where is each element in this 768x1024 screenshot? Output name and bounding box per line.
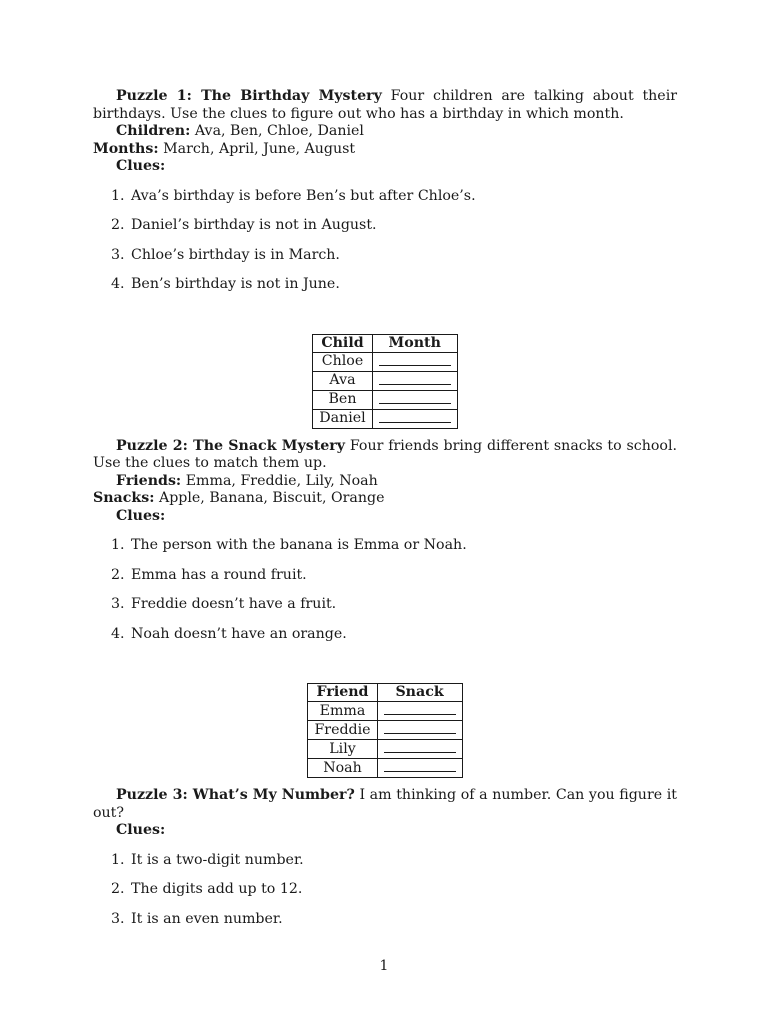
puzzle-3-clues-heading: Clues: bbox=[116, 822, 166, 838]
list-item: 2. The digits add up to 12. bbox=[111, 881, 303, 897]
list-item: 1. Ava’s birthday is before Ben’s but after Chloe’s. bbox=[111, 187, 476, 204]
puzzle-2 bbox=[93, 438, 677, 779]
friends-value: Emma, Freddie, Lily, Noah bbox=[185, 472, 378, 489]
puzzle-1-children-line bbox=[93, 123, 677, 141]
table-row: Lily bbox=[308, 740, 462, 759]
puzzle-1-title: Puzzle 1: The Birthday Mystery bbox=[116, 88, 382, 104]
list-item: 2. Emma has a round fruit. bbox=[111, 566, 307, 583]
document-page bbox=[93, 88, 677, 940]
header-friend: Friend bbox=[308, 684, 377, 702]
answer-blank[interactable] bbox=[377, 702, 462, 721]
puzzle-1-table-wrap bbox=[93, 334, 677, 429]
children-value: Ava, Ben, Chloe, Daniel bbox=[194, 123, 364, 139]
puzzle-1-clue-list bbox=[93, 188, 677, 294]
puzzle-2-description: Four friends bring different snacks to school. Use the clues to match them up. bbox=[93, 437, 678, 471]
snacks-label: Snacks: bbox=[93, 490, 155, 506]
puzzle-2-clue-list bbox=[93, 537, 677, 643]
children-label: Children: bbox=[116, 123, 191, 139]
header-month: Month bbox=[372, 334, 457, 352]
puzzle-3-intro bbox=[93, 787, 677, 822]
puzzle-3-description: I am thinking of a number. Can you figure it out? bbox=[93, 787, 677, 821]
puzzle-2-answer-table bbox=[307, 683, 462, 778]
list-item: 3. It is an even number. bbox=[111, 910, 283, 927]
table-row: Noah bbox=[308, 759, 462, 778]
snacks-value: Apple, Banana, Biscuit, Orange bbox=[158, 490, 385, 506]
puzzle-2-title: Puzzle 2: The Snack Mystery bbox=[116, 437, 346, 454]
answer-blank[interactable] bbox=[377, 721, 462, 740]
friends-label: Friends: bbox=[116, 472, 182, 489]
months-value: March, April, June, August bbox=[163, 140, 356, 157]
puzzle-3-clue-list bbox=[93, 852, 677, 929]
answer-blank[interactable] bbox=[377, 740, 462, 759]
table-row: Emma bbox=[308, 702, 462, 721]
puzzle-2-clues-heading: Clues: bbox=[116, 507, 166, 524]
puzzle-1-answer-table bbox=[312, 334, 457, 429]
puzzle-2-friends-line bbox=[93, 473, 677, 491]
answer-blank[interactable] bbox=[372, 390, 457, 409]
puzzle-1-clues-heading: Clues: bbox=[116, 158, 166, 174]
puzzle-1-description: Four children are talking about their birthdays. Use the clues to figure out who has a birthday in which month. bbox=[93, 88, 678, 122]
puzzle-1 bbox=[93, 88, 677, 429]
table-row: Freddie bbox=[308, 721, 462, 740]
answer-blank[interactable] bbox=[372, 409, 457, 428]
puzzle-1-months-line bbox=[93, 141, 677, 159]
list-item: 2. Daniel’s birthday is not in August. bbox=[111, 217, 377, 233]
puzzle-1-intro bbox=[93, 88, 677, 123]
list-item: 1. The person with the banana is Emma or Noah. bbox=[111, 537, 467, 553]
table-row: Ava bbox=[313, 371, 457, 390]
months-label: Months: bbox=[93, 140, 159, 157]
list-item: 3. Chloe’s birthday is in March. bbox=[111, 246, 340, 263]
list-item: 3. Freddie doesn’t have a fruit. bbox=[111, 596, 337, 612]
list-item: 4. Ben’s birthday is not in June. bbox=[111, 276, 340, 292]
puzzle-3-title: Puzzle 3: What’s My Number? bbox=[116, 787, 355, 803]
header-snack: Snack bbox=[377, 684, 462, 702]
answer-blank[interactable] bbox=[372, 352, 457, 371]
list-item: 4. Noah doesn’t have an orange. bbox=[111, 625, 347, 642]
header-child: Child bbox=[313, 334, 372, 352]
table-row: Daniel bbox=[313, 409, 457, 428]
list-item: 1. It is a two-digit number. bbox=[111, 851, 304, 868]
answer-blank[interactable] bbox=[377, 759, 462, 778]
answer-blank[interactable] bbox=[372, 371, 457, 390]
table-header-row bbox=[308, 684, 462, 702]
puzzle-2-snacks-line bbox=[93, 490, 677, 508]
page-number: 1 bbox=[379, 958, 389, 974]
table-header-row bbox=[313, 334, 457, 352]
table-row: Chloe bbox=[313, 352, 457, 371]
puzzle-3 bbox=[93, 787, 677, 928]
puzzle-2-intro bbox=[93, 438, 677, 473]
table-row: Ben bbox=[313, 390, 457, 409]
puzzle-2-table-wrap bbox=[93, 683, 677, 778]
